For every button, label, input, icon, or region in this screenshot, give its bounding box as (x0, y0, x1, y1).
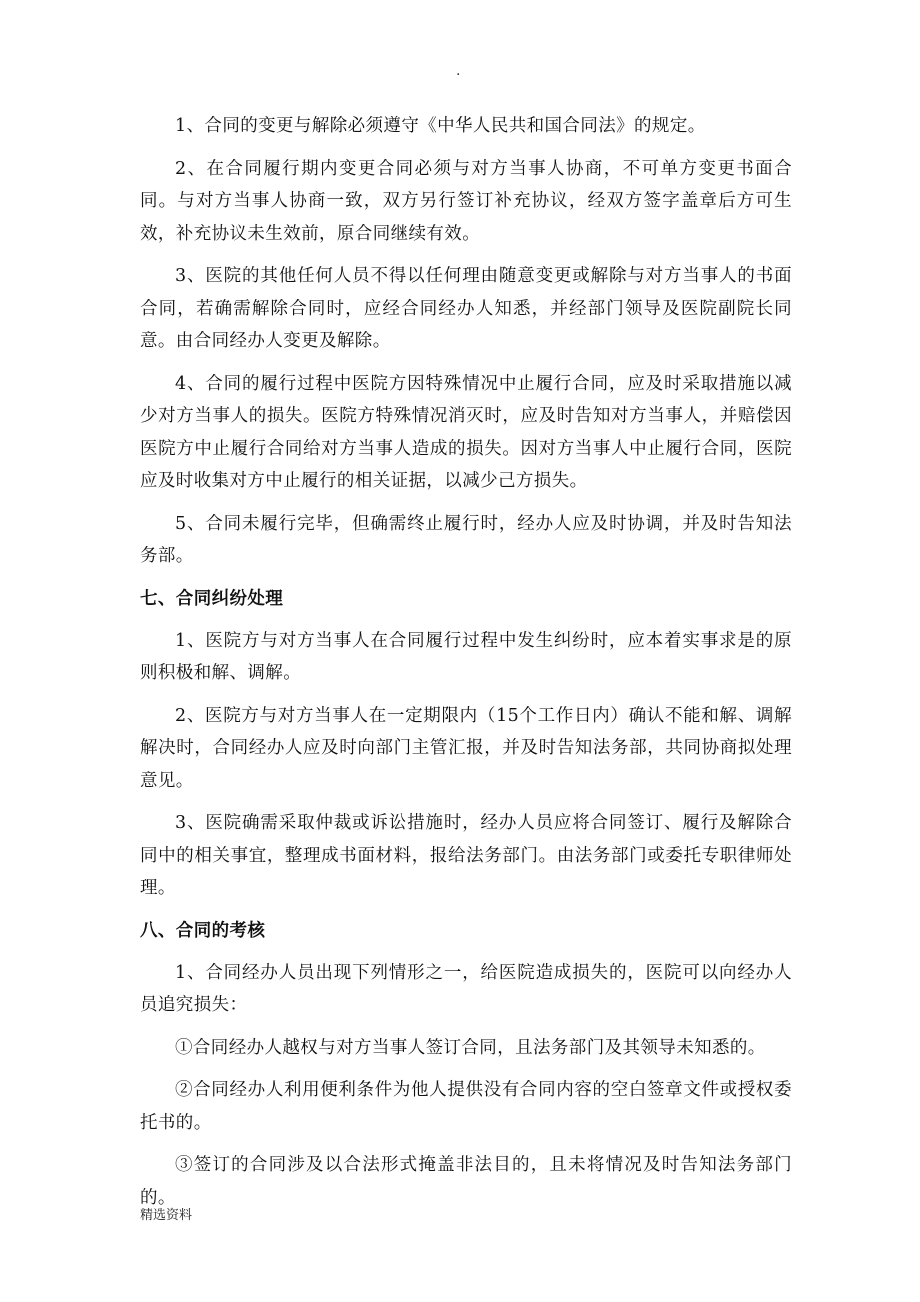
section7-paragraph-3: 3、医院确需采取仲裁或诉讼措施时，经办人员应将合同签订、履行及解除合同中的相关事宜，整理成书面材料，报给法务部门。由法务部门或委托专职律师处理。 (140, 813, 792, 898)
section8-paragraph-1: 1、合同经办人员出现下列情形之一，给医院造成损失的，医院可以向经办人员追究损失： (140, 962, 792, 1015)
section8-item-2: ②合同经办人利用便利条件为他人提供没有合同内容的空白签章文件或授权委托书的。 (140, 1080, 792, 1133)
section-heading-7: 七、合同纠纷处理 (140, 588, 284, 609)
paragraph-4: 4、合同的履行过程中医院方因特殊情况中止履行合同，应及时采取措施以减少对方当事人的损失。医院方特殊情况消灭时，应及时告知对方当事人，并赔偿因医院方中止履行合同给对方当事人造成的损失。因对方当事人中止履行合同，医院应及时收集对方中止履行的相关证据，以减少己方损失。 (140, 373, 792, 491)
section-heading-8: 八、合同的考核 (140, 920, 266, 941)
paragraph-2: 2、在合同履行期内变更合同必须与对方当事人协商，不可单方变更书面合同。与对方当事人协商一致，双方另行签订补充协议，经双方签字盖章后方可生效，补充协议未生效前，原合同继续有效。 (140, 158, 792, 244)
page-footer: 精选资料 (140, 1208, 193, 1223)
paragraph-5: 5、合同未履行完毕，但确需终止履行时，经办人应及时协调，并及时告知法务部。 (140, 513, 792, 566)
section8-item-3: ③签订的合同涉及以合法形式掩盖非法目的，且未将情况及时告知法务部门的。 (140, 1155, 792, 1208)
section7-paragraph-2: 2、医院方与对方当事人在一定期限内（15个工作日内）确认不能和解、调解解决时，合同经办人应及时向部门主管汇报，并及时告知法务部，共同协商拟处理意见。 (140, 705, 792, 791)
document-body (140, 110, 792, 1224)
paragraph-1: 1、合同的变更与解除必须遵守《中华人民共和国合同法》的规定。 (175, 116, 706, 136)
section7-paragraph-1: 1、医院方与对方当事人在合同履行过程中发生纠纷时，应本着实事求是的原则积极和解、调解。 (140, 630, 792, 683)
paragraph-3: 3、医院的其他任何人员不得以任何理由随意变更或解除与对方当事人的书面合同，若确需解除合同时，应经合同经办人知悉，并经部门领导及医院副院长同意。由合同经办人变更及解除。 (140, 266, 792, 351)
section8-item-1: ①合同经办人越权与对方当事人签订合同，且法务部门及其领导未知悉的。 (175, 1037, 766, 1058)
header-mark: . (456, 63, 461, 79)
